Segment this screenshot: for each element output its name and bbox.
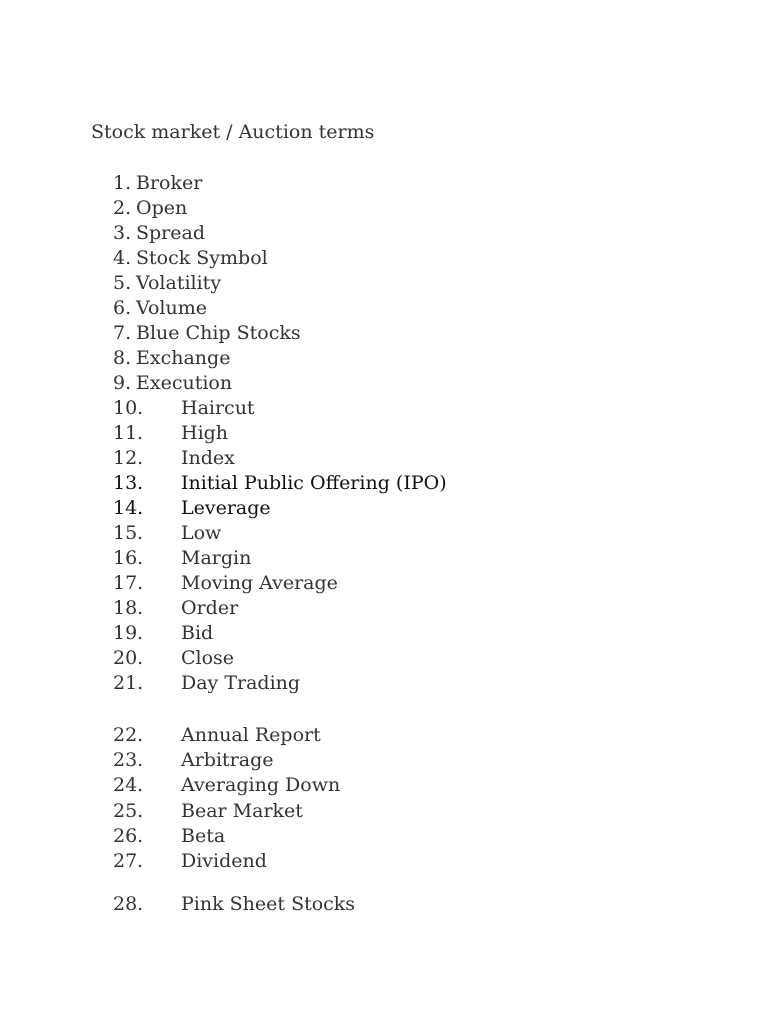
list-item bbox=[0, 723, 768, 747]
list-item-number: 10. bbox=[113, 397, 144, 419]
list-item-term: Dividend bbox=[181, 850, 267, 872]
list-item bbox=[0, 773, 768, 797]
list-item-term: Order bbox=[181, 597, 239, 619]
list-item-number: 15. bbox=[113, 522, 144, 544]
list-item bbox=[0, 196, 768, 220]
list-item-term: High bbox=[181, 422, 229, 444]
list-item-term: Volume bbox=[136, 297, 207, 319]
list-item-term: Annual Report bbox=[181, 724, 321, 746]
list-item-number: 22. bbox=[113, 724, 144, 746]
list-item-number: 5. bbox=[113, 272, 132, 294]
list-item-number: 25. bbox=[113, 800, 144, 822]
list-item-number: 17. bbox=[113, 572, 144, 594]
list-item-number: 4. bbox=[113, 247, 132, 269]
list-item-number: 18. bbox=[113, 597, 144, 619]
list-item-number: 9. bbox=[113, 372, 132, 394]
list-item bbox=[0, 171, 768, 195]
list-item-term: Execution bbox=[136, 372, 233, 394]
list-item bbox=[0, 296, 768, 320]
list-item bbox=[0, 571, 768, 595]
list-item bbox=[0, 596, 768, 620]
list-item-number: 23. bbox=[113, 749, 144, 771]
list-item bbox=[0, 849, 768, 873]
list-item-term: Bid bbox=[181, 622, 214, 644]
list-item-number: 20. bbox=[113, 647, 144, 669]
list-item bbox=[0, 621, 768, 645]
list-item-number: 16. bbox=[113, 547, 144, 569]
list-item-number: 13. bbox=[113, 472, 144, 494]
list-item-term: Averaging Down bbox=[181, 774, 341, 796]
list-item-number: 1. bbox=[113, 172, 132, 194]
list-item-term: Moving Average bbox=[181, 572, 338, 594]
list-item bbox=[0, 321, 768, 345]
list-item-term: Bear Market bbox=[181, 800, 303, 822]
list-item-number: 7. bbox=[113, 322, 132, 344]
list-item-number: 3. bbox=[113, 222, 132, 244]
list-item-number: 12. bbox=[113, 447, 144, 469]
list-item-term: Beta bbox=[181, 825, 226, 847]
list-item bbox=[0, 521, 768, 545]
list-item-term: Index bbox=[181, 447, 235, 469]
list-item bbox=[0, 371, 768, 395]
list-item bbox=[0, 246, 768, 270]
list-item bbox=[0, 892, 768, 916]
list-item-term: Pink Sheet Stocks bbox=[181, 893, 356, 915]
list-item bbox=[0, 221, 768, 245]
list-item-term: Low bbox=[181, 522, 222, 544]
list-item-term: Spread bbox=[136, 222, 205, 244]
list-item-term: Blue Chip Stocks bbox=[136, 322, 301, 344]
list-item-number: 27. bbox=[113, 850, 144, 872]
list-item-term: Open bbox=[136, 197, 188, 219]
list-item-number: 28. bbox=[113, 893, 144, 915]
list-item bbox=[0, 471, 768, 495]
list-item bbox=[0, 799, 768, 823]
list-item-term: Leverage bbox=[181, 497, 271, 519]
list-item bbox=[0, 671, 768, 695]
list-item-term: Close bbox=[181, 647, 235, 669]
list-item-term: Haircut bbox=[181, 397, 255, 419]
list-item bbox=[0, 396, 768, 420]
list-item-term: Broker bbox=[136, 172, 203, 194]
list-item bbox=[0, 824, 768, 848]
list-item bbox=[0, 421, 768, 445]
list-item bbox=[0, 748, 768, 772]
list-item-term: Margin bbox=[181, 547, 252, 569]
list-item-term: Stock Symbol bbox=[136, 247, 268, 269]
list-item-number: 21. bbox=[113, 672, 144, 694]
list-item bbox=[0, 646, 768, 670]
list-item-term: Volatility bbox=[136, 272, 222, 294]
list-item bbox=[0, 546, 768, 570]
list-item bbox=[0, 446, 768, 470]
list-item-number: 8. bbox=[113, 347, 132, 369]
list-item-number: 26. bbox=[113, 825, 144, 847]
list-item-number: 2. bbox=[113, 197, 132, 219]
document-title: Stock market / Auction terms bbox=[91, 121, 375, 143]
list-item-term: Arbitrage bbox=[181, 749, 274, 771]
list-item-number: 19. bbox=[113, 622, 144, 644]
list-item-term: Exchange bbox=[136, 347, 231, 369]
list-item-number: 24. bbox=[113, 774, 144, 796]
list-item-number: 6. bbox=[113, 297, 132, 319]
list-item bbox=[0, 271, 768, 295]
list-item-term: Day Trading bbox=[181, 672, 301, 694]
list-item bbox=[0, 496, 768, 520]
list-item bbox=[0, 346, 768, 370]
list-item-term: Initial Public Offering (IPO) bbox=[181, 472, 447, 494]
list-item-number: 11. bbox=[113, 422, 144, 444]
list-item-number: 14. bbox=[113, 497, 144, 519]
